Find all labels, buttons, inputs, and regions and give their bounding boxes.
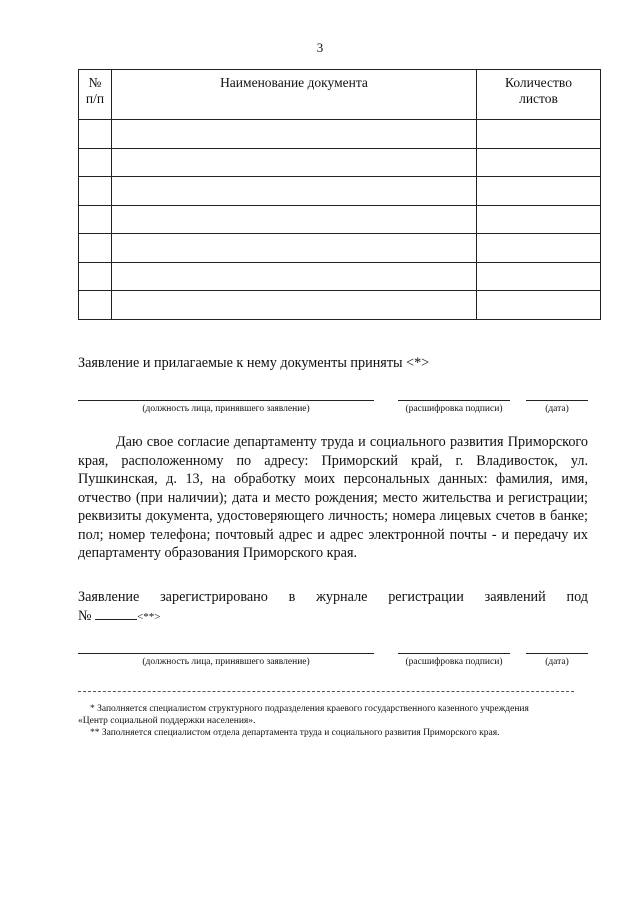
table-header-row <box>79 70 601 120</box>
cell-number[interactable] <box>79 148 112 177</box>
documents-table <box>78 69 601 320</box>
position-signature-line-2[interactable] <box>78 653 374 654</box>
date-label: (дата) <box>545 404 569 414</box>
page-number: 3 <box>316 40 324 55</box>
date-signature-line[interactable] <box>526 400 588 401</box>
accepted-statement: Заявление и прилагаемые к нему документы приняты <*> <box>78 355 430 371</box>
cell-sheet-count[interactable] <box>477 262 601 291</box>
cell-number[interactable] <box>79 120 112 149</box>
table-row <box>79 120 601 149</box>
header-qty-line2: листов <box>519 91 558 106</box>
registration-number-prefix: № <box>78 608 92 624</box>
cell-number[interactable] <box>79 177 112 206</box>
footnote-separator <box>78 691 574 692</box>
cell-sheet-count[interactable] <box>477 148 601 177</box>
table-row <box>79 291 601 320</box>
header-number <box>79 70 112 120</box>
table-row <box>79 205 601 234</box>
position-label-2: (должность лица, принявшего заявление) <box>142 657 310 667</box>
decoding-label-2: (расшифровка подписи) <box>405 657 503 667</box>
table-row <box>79 262 601 291</box>
cell-sheet-count[interactable] <box>477 120 601 149</box>
cell-sheet-count[interactable] <box>477 205 601 234</box>
footnote-first-line1: * Заполняется специалистом структурного подразделения краевого государственного казенного учреждения <box>90 704 529 714</box>
table-row <box>79 177 601 206</box>
cell-sheet-count[interactable] <box>477 234 601 263</box>
footnote-second: ** Заполняется специалистом отдела департамента труда и социального развития Приморского края. <box>90 728 500 738</box>
cell-document-name[interactable] <box>112 234 477 263</box>
header-sheet-count <box>477 70 601 120</box>
decoding-signature-line[interactable] <box>398 400 510 401</box>
consent-paragraph: Даю свое согласие департаменту труда и социального развития Приморского края, расположенному по адресу: Приморский край, г. Владивосток, ул. Пушкинская, д. 13, на обработку моих персональных данных: фамилия, имя, отчество (при наличии); дата и место рождения; место жительства и регистрации; реквизиты документа, удостоверяющего личность; номера лицевых счетов в банке; пол; номер телефона; почтовый адрес и адрес электронной почты - и передачу их департаменту образования Приморского края. <box>78 434 588 561</box>
footnote-first-line2: «Центр социальной поддержки населения». <box>78 716 256 726</box>
registration-number-blank[interactable] <box>95 607 137 620</box>
header-number-line1: № <box>88 75 102 90</box>
cell-document-name[interactable] <box>112 205 477 234</box>
cell-number[interactable] <box>79 205 112 234</box>
decoding-label: (расшифровка подписи) <box>405 404 503 414</box>
cell-document-name[interactable] <box>112 291 477 320</box>
date-signature-line-2[interactable] <box>526 653 588 654</box>
cell-sheet-count[interactable] <box>477 177 601 206</box>
cell-document-name[interactable] <box>112 148 477 177</box>
cell-sheet-count[interactable] <box>477 291 601 320</box>
table-row <box>79 148 601 177</box>
registration-statement: Заявление зарегистрировано в журнале регистрации заявлений под <box>78 589 588 605</box>
date-label-2: (дата) <box>545 657 569 667</box>
cell-document-name[interactable] <box>112 120 477 149</box>
cell-document-name[interactable] <box>112 262 477 291</box>
header-qty-line1: Количество <box>505 75 572 90</box>
registration-number-suffix: <**> <box>137 611 161 623</box>
cell-number[interactable] <box>79 291 112 320</box>
cell-number[interactable] <box>79 234 112 263</box>
header-number-line2: п/п <box>85 91 105 106</box>
header-document-name: Наименование документа <box>112 70 477 120</box>
cell-document-name[interactable] <box>112 177 477 206</box>
table-row <box>79 234 601 263</box>
cell-number[interactable] <box>79 262 112 291</box>
registration-number-row <box>78 607 588 627</box>
position-signature-line[interactable] <box>78 400 374 401</box>
decoding-signature-line-2[interactable] <box>398 653 510 654</box>
position-label: (должность лица, принявшего заявление) <box>142 404 310 414</box>
